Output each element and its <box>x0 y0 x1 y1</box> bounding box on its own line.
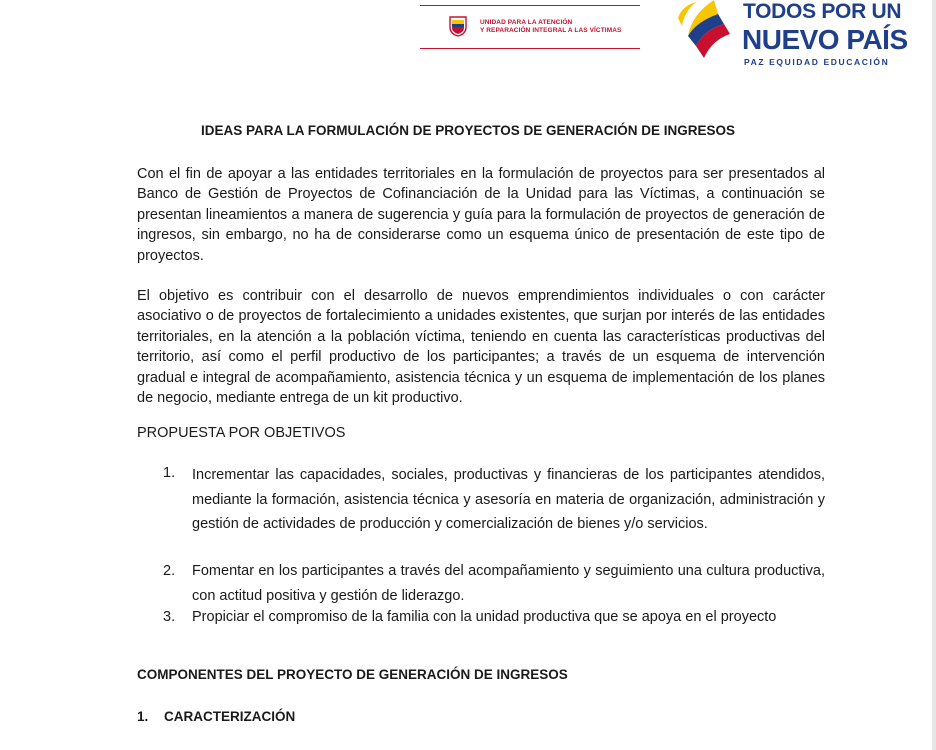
components-heading: COMPONENTES DEL PROYECTO DE GENERACIÓN DE INGRESOS <box>137 667 568 682</box>
list-item-text: Propiciar el compromiso de la familia con la unidad productiva que se apoya en el proyecto <box>192 609 777 625</box>
section-heading-caracterizacion <box>137 709 295 724</box>
list-item-number: 2. <box>163 563 176 579</box>
section-number: 1. <box>137 709 149 724</box>
objective-paragraph: El objetivo es contribuir con el desarrollo de nuevos emprendimientos individuales o con carácter asociativo o de proyectos de fortalecimiento a unidades existentes, que surjan por interés de las entidades territoriales, en la atención a la población víctima, teniendo en cuenta las características productivas del territorio, así como el perfil productivo de los participantes; a través de un esquema de intervención gradual e integral de acompañamiento, asistencia técnica y un esquema de implementación de los planes de negocio, mediante entrega de un kit productivo. <box>137 288 825 407</box>
document-title: IDEAS PARA LA FORMULACIÓN DE PROYECTOS DE GENERACIÓN DE INGRESOS <box>200 123 736 138</box>
list-item-number: 3. <box>163 609 176 625</box>
section-title: CARACTERIZACIÓN <box>164 709 296 724</box>
list-item-text: Fomentar en los participantes a través del acompañamiento y seguimiento una cultura productiva, con actitud positiva y gestión de liderazgo. <box>192 563 825 604</box>
colombia-seal-icon <box>448 15 468 37</box>
uariv-line2: Y REPARACIÓN INTEGRAL A LAS VÍCTIMAS <box>480 27 622 34</box>
uariv-line1: UNIDAD PARA LA ATENCIÓN <box>480 19 573 26</box>
uariv-logo-text <box>480 19 621 35</box>
slogan-line2: NUEVO PAÍS <box>742 24 908 55</box>
window-edge <box>932 0 936 750</box>
flag-swoosh-icon <box>674 0 736 62</box>
list-item-number: 1. <box>163 465 176 481</box>
uariv-logo <box>420 5 640 49</box>
intro-paragraph: Con el fin de apoyar a las entidades territoriales en la formulación de proyectos para ser presentados al Banco de Gestión de Proyectos de Cofinanciación de la Unidad para las Víctimas, a continuación se presentan lineamientos a manera de sugerencia y guía para la formulación de proyectos de generación de ingresos, sin embargo, no ha de considerarse como un esquema único de presentación de este tipo de proyectos. <box>137 166 825 264</box>
list-item-text: Incrementar las capacidades, sociales, productivas y financieras de los participantes atendidos, mediante la formación, asistencia técnica y asesoría en materia de organización, administración y gestión de actividades de producción y comercialización de bienes y/o servicios. <box>192 467 825 532</box>
slogan-tagline: PAZ EQUIDAD EDUCACIÓN <box>744 57 890 67</box>
slogan-line1: TODOS POR UN <box>743 0 902 23</box>
propuesta-heading: PROPUESTA POR OBJETIVOS <box>137 425 346 441</box>
